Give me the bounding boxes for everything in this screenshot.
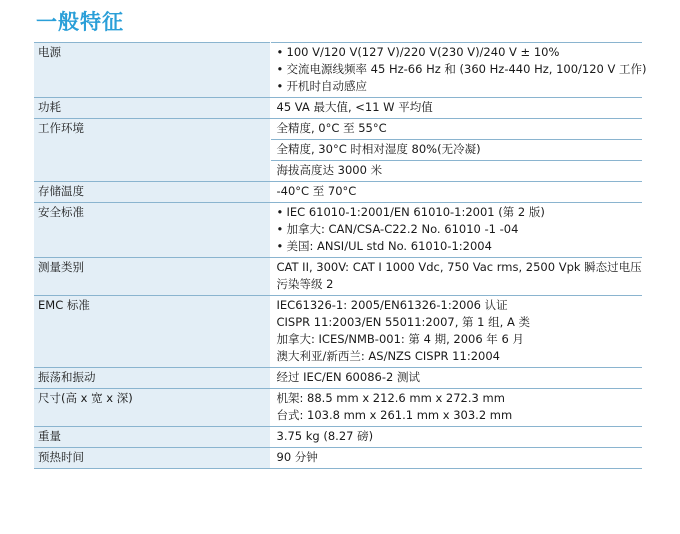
value-line: 澳大利亚/新西兰: AS/NZS CISPR 11:2004 <box>276 349 500 363</box>
value-line: CISPR 11:2003/EN 55011:2007, 第 1 组, A 类 <box>276 315 530 329</box>
value-line: • 开机时自动感应 <box>277 78 643 95</box>
table-row-measurement <box>34 258 642 296</box>
row-value <box>270 258 642 296</box>
row-label: 尺寸(高 x 宽 x 深) <box>34 389 270 427</box>
row-label: 电源 <box>34 43 270 98</box>
page-title: 一般特征 <box>36 10 124 34</box>
value-line: • IEC 61010-1:2001/EN 61010-1:2001 (第 2 版) <box>277 204 643 221</box>
row-value <box>270 389 642 427</box>
row-label: EMC 标准 <box>34 296 270 368</box>
value-line: • 加拿大: CAN/CSA-C22.2 No. 61010 -1 -04 <box>277 221 643 238</box>
row-label: 工作环境 <box>34 119 270 182</box>
value-line: IEC61326-1: 2005/EN61326-1:2006 认证 <box>276 298 508 312</box>
table-row-size <box>34 389 642 427</box>
row-label: 振荡和振动 <box>34 368 270 389</box>
row-value <box>270 203 642 258</box>
row-label: 预热时间 <box>34 448 270 469</box>
row-value: 3.75 kg (8.27 磅) <box>270 427 642 448</box>
table-row-power <box>34 43 642 98</box>
row-value: 90 分钟 <box>270 448 642 469</box>
value-line: CAT II, 300V: CAT I 1000 Vdc, 750 Vac rms, 2500 Vpk 瞬态过电压 <box>276 260 642 274</box>
value-line: • 美国: ANSI/UL std No. 61010-1:2004 <box>277 238 643 255</box>
table-row-weight <box>34 427 642 448</box>
table-row-consumption <box>34 98 642 119</box>
table-row-safety <box>34 203 642 258</box>
row-value: 全精度, 0°C 至 55°C <box>270 119 642 140</box>
row-value: 全精度, 30°C 时相对湿度 80%(无冷凝) <box>270 140 642 161</box>
table-row-environment <box>34 119 642 140</box>
row-value: 海拔高度达 3000 米 <box>270 161 642 182</box>
row-label: 重量 <box>34 427 270 448</box>
table-row-emc <box>34 296 642 368</box>
spec-table <box>34 42 647 469</box>
value-line: • 交流电源线频率 45 Hz-66 Hz 和 (360 Hz-440 Hz, 100/120 V 工作) <box>277 61 643 78</box>
table-row-vibration <box>34 368 642 389</box>
value-line: 加拿大: ICES/NMB-001: 第 4 期, 2006 年 6 月 <box>276 332 524 346</box>
table-row-warmup <box>34 448 642 469</box>
row-label: 存储温度 <box>34 182 270 203</box>
value-line: 机架: 88.5 mm x 212.6 mm x 272.3 mm <box>276 391 505 405</box>
row-value <box>270 296 642 368</box>
row-value <box>270 43 647 98</box>
row-value: -40°C 至 70°C <box>270 182 642 203</box>
row-label: 功耗 <box>34 98 270 119</box>
row-value: 45 VA 最大值, <11 W 平均值 <box>270 98 642 119</box>
row-value: 经过 IEC/EN 60086-2 测试 <box>270 368 642 389</box>
row-label: 安全标准 <box>34 203 270 258</box>
table-row-storage <box>34 182 642 203</box>
value-line: 台式: 103.8 mm x 261.1 mm x 303.2 mm <box>276 408 513 422</box>
value-line: 污染等级 2 <box>276 277 334 291</box>
value-line: • 100 V/120 V(127 V)/220 V(230 V)/240 V ± 10% <box>277 44 643 61</box>
row-label: 测量类别 <box>34 258 270 296</box>
